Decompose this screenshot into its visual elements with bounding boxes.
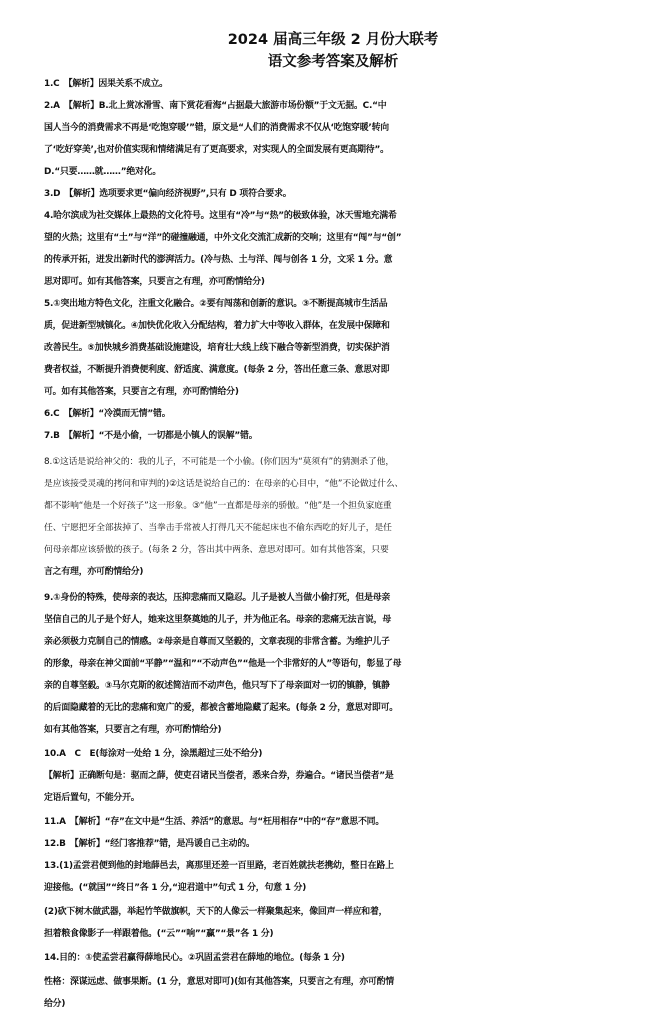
answer-line: 的形象，母亲在神父面前“平静”“温和”“不动声色”“他是一个非常好的人”等语句，彰显了母 [44, 659, 402, 669]
answer-line: 1.C 【解析】因果关系不成立。 [44, 79, 168, 89]
answer-line: 望的火热；这里有“土”与“洋”的碰撞融通，中外文化交流汇成新的交响；这里有“闯”与“创” [44, 233, 402, 243]
answer-line: 2.A 【解析】B.北上赏冰滑雪、南下赏花看海“占据最大旅游市场份额”于文无据。C.“中 [44, 101, 387, 111]
answer-line: 12.B 【解析】“经门客推荐”错，是冯谖自己主动的。 [44, 839, 255, 849]
answer-line: 9.①身份的特殊，使母亲的表达，压抑悲痛而又隐忍。儿子是被人当做小偷打死，但是母亲 [44, 593, 391, 603]
answer-line: 何母亲都应该骄傲的孩子。(每条 2 分，答出其中两条、意思对即可。如有其他答案，只要 [44, 545, 389, 555]
answer-line: 改善民生。⑤加快城乡消费基础设施建设，培育壮大线上线下融合等新型消费，切实保护消 [44, 343, 390, 353]
answer-line: 了‘吃好穿美’,也对价值实现和情绪满足有了更高要求，对实现人的全面发展有更高期待”。 [44, 145, 389, 155]
answer-line: 5.①突出地方特色文化，注重文化融合。②要有闯荡和创新的意识。③不断提高城市生活品 [44, 299, 388, 309]
answer-line: 都不影响“他是一个好孩子”这一形象。③“他”一直都是母亲的骄傲。“他”是一个担负家庭重 [44, 501, 392, 511]
answer-line: 言之有理，亦可酌情给分) [44, 567, 144, 577]
answer-line: 4.哈尔滨成为社交媒体上最热的文化符号。这里有“冷”与“热”的极致体验，冰天雪地充满希 [44, 211, 397, 221]
answer-line: 亲必须极力克制自己的情感。②母亲是自尊而又坚毅的，文章表现的非常含蓄。为维护儿子 [44, 637, 390, 647]
answer-line: 性格：深谋远虑、做事果断。(1 分，意思对即可)(如有其他答案，只要言之有理，亦可酌情 [44, 977, 395, 987]
answer-line: 13.(1)孟尝君便到他的封地薛邑去，离那里还差一百里路，老百姓就扶老携幼，整日在路上 [44, 861, 394, 871]
answer-line: 7.B 【解析】“不是小偷，一切都是小镇人的误解”错。 [44, 431, 258, 441]
answer-line: 费者权益，不断提升消费便利度、舒适度、满意度。(每条 2 分，答出任意三条、意思对即 [44, 365, 390, 375]
answer-line: 是应该接受灵魂的拷问和审判的)②这话是说给自己的：在母亲的心目中，“他”不论做过什么、 [44, 479, 404, 489]
answer-line: 思对即可。如有其他答案，只要言之有理，亦可酌情给分) [44, 277, 265, 287]
answer-line: 任、宁愿把牙全部拔掉了、当拳击手常被人打得几天不能起床也不偷东西吃的好儿子，是任 [44, 523, 392, 533]
answer-line: 的传承开拓，迸发出新时代的澎湃活力。(冷与热、土与洋、闯与创各 1 分，文采 1 分。意 [44, 255, 393, 265]
answer-line: 坚信自己的儿子是个好人，她来这里祭奠她的儿子，并为他正名。母亲的悲痛无法言说，母 [44, 615, 391, 625]
answer-line: 14.目的：①使孟尝君赢得薛地民心。②巩固孟尝君在薛地的地位。(每条 1 分) [44, 953, 345, 963]
answer-line: 8.①这话是说给神父的：我的儿子，不可能是一个小偷。(你们因为“莫须有”的猜测杀了他， [44, 457, 395, 467]
answer-line: 质，促进新型城镇化。④加快优化收入分配结构，着力扩大中等收入群体，在发展中保障和 [44, 321, 390, 331]
answer-line: 可。如有其他答案，只要言之有理，亦可酌情给分) [44, 387, 239, 397]
answer-line: 如有其他答案，只要言之有理，亦可酌情给分) [44, 725, 222, 735]
answer-line: 定语后置句，不能分开。 [44, 793, 140, 803]
answer-line: 迎接他。(“就国”“终日”各 1 分,“迎君道中”句式 1 分，句意 1 分) [44, 883, 307, 893]
answer-line: (2)砍下树木做武器，举起竹竿做旗帜，天下的人像云一样聚集起来，像回声一样应和着， [44, 907, 388, 917]
document-subtitle: 语文参考答案及解析 [267, 54, 399, 70]
answer-line: 11.A 【解析】“存”在文中是“生活、养活”的意思。与“枉用相存”中的“存”意思不同。 [44, 817, 385, 827]
answer-line: 给分) [44, 999, 66, 1009]
answer-line: 3.D 【解析】选项要求更“偏向经济视野”,只有 D 项符合要求。 [44, 189, 292, 199]
answer-line: 的后面隐藏着的无比的悲痛和宽广的爱，都被含蓄地隐藏了起来。(每条 2 分，意思对即可。 [44, 703, 398, 713]
answer-line: 6.C 【解析】“冷漠而无情”错。 [44, 409, 171, 419]
answer-line: 国人当今的消费需求不再是‘吃饱穿暖’”错，原文是“人们的消费需求不仅从‘吃饱穿暖’转向 [44, 123, 389, 133]
document-title: 2024 届高三年级 2 月份大联考 [227, 32, 439, 48]
answer-line: 10.A C E(每涂对一处给 1 分，涂黑超过三处不给分) [44, 749, 263, 759]
answer-line: 【解析】正确断句是：驱而之薛，使吏召诸民当偿者，悉来合券，券遍合。“诸民当偿者”是 [44, 771, 394, 781]
answer-line: D.“只要……就……”绝对化。 [44, 167, 162, 177]
answer-line: 亲的自尊坚毅。③马尔克斯的叙述简洁而不动声色，他只写下了母亲面对一切的镇静，镇静 [44, 681, 390, 691]
answer-line: 担着粮食像影子一样跟着他。(“云”“响”“赢”“景”各 1 分) [44, 929, 274, 939]
